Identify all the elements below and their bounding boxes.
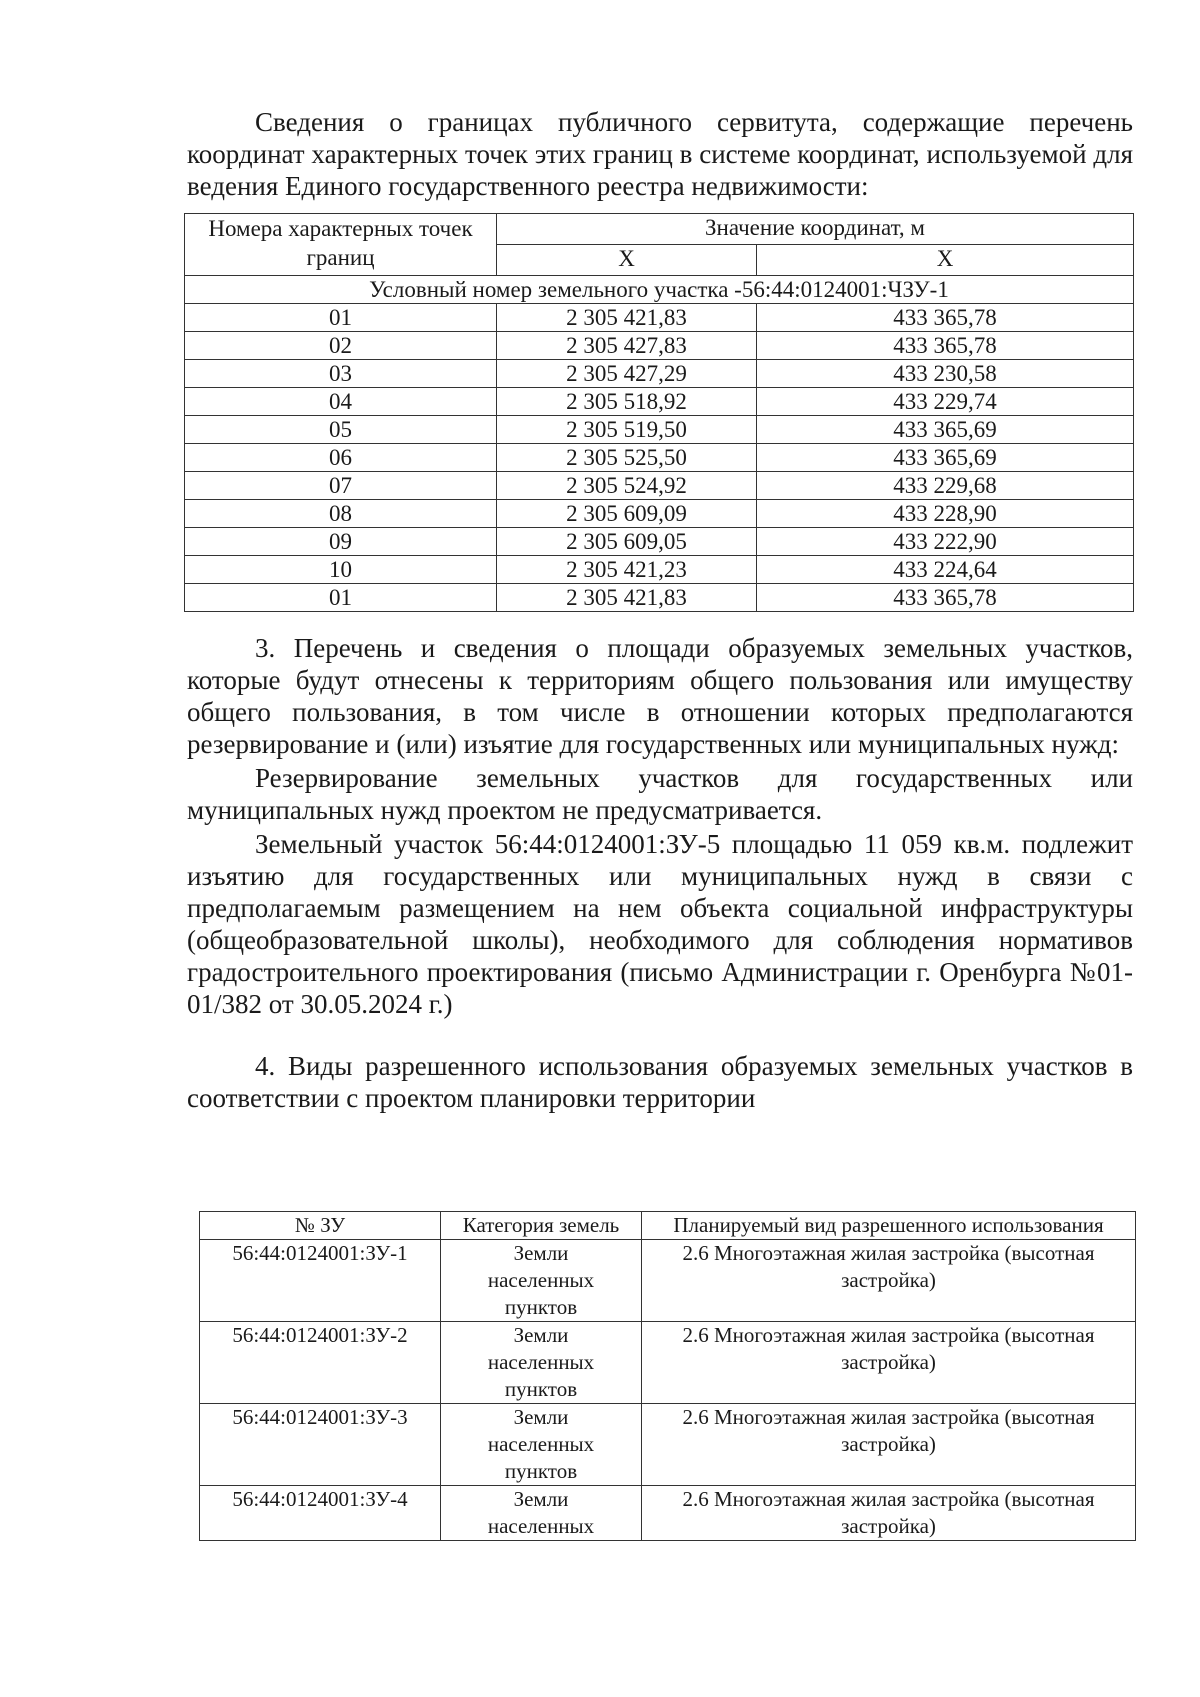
coord-y: 433 224,64 xyxy=(757,556,1134,584)
parcel-id: 56:44:0124001:ЗУ-2 xyxy=(200,1322,441,1404)
section1-intro-block xyxy=(187,106,1133,202)
coord-x: 2 305 421,83 xyxy=(497,584,757,612)
point-number: 09 xyxy=(185,528,497,556)
permitted-use: 2.6 Многоэтажная жилая застройка (высотная застройка) xyxy=(642,1322,1136,1404)
parcel-label: Условный номер земельного участка -56:44:0124001:ЧЗУ-1 xyxy=(185,276,1134,304)
section3-reservation: Резервирование земельных участков для государственных или муниципальных нужд проектом не предусматривается. xyxy=(187,763,1133,825)
point-number: 07 xyxy=(185,472,497,500)
header-points: Номера характерных точек границ xyxy=(185,214,497,276)
land-category: Земли населенных пунктов xyxy=(441,1322,642,1404)
table-row xyxy=(185,444,1134,472)
coord-y: 433 228,90 xyxy=(757,500,1134,528)
land-category: Земли населенных xyxy=(441,1486,642,1541)
point-number: 03 xyxy=(185,360,497,388)
table-row xyxy=(185,528,1134,556)
section3-seizure: Земельный участок 56:44:0124001:ЗУ-5 площадью 11 059 кв.м. подлежит изъятию для государственных или муниципальных нужд в связи с предполагаемым размещением на нем объекта социальной инфраструктуры (общеобразовательной школы), необходимого для соблюдения нормативов градостроительного проектирования (письмо Администрации г. Оренбурга №01-01/382 от 30.05.2024 г.) xyxy=(187,829,1133,1019)
table-row xyxy=(185,584,1134,612)
point-number: 01 xyxy=(185,304,497,332)
header-y: X xyxy=(757,245,1134,276)
table-row xyxy=(185,360,1134,388)
permitted-use: 2.6 Многоэтажная жилая застройка (высотная застройка) xyxy=(642,1486,1136,1541)
coordinates-table xyxy=(184,213,1134,612)
use-table xyxy=(199,1211,1136,1541)
permitted-use: 2.6 Многоэтажная жилая застройка (высотная застройка) xyxy=(642,1404,1136,1486)
point-number: 01 xyxy=(185,584,497,612)
header-x: X xyxy=(497,245,757,276)
section1-intro: Сведения о границах публичного сервитута, содержащие перечень координат характерных точек этих границ в системе координат, используемой для ведения Единого государственного реестра недвижимости: xyxy=(187,107,1133,201)
coord-y: 433 365,78 xyxy=(757,332,1134,360)
coord-x: 2 305 421,83 xyxy=(497,304,757,332)
point-number: 10 xyxy=(185,556,497,584)
header-values: Значение координат, м xyxy=(497,214,1134,245)
coord-x: 2 305 524,92 xyxy=(497,472,757,500)
section4-heading: 4. Виды разрешенного использования образуемых земельных участков в соответствии с проектом планировки территории xyxy=(187,1051,1133,1113)
coord-y: 433 365,78 xyxy=(757,304,1134,332)
header-id: № ЗУ xyxy=(200,1212,441,1240)
parcel-id: 56:44:0124001:ЗУ-3 xyxy=(200,1404,441,1486)
land-category: Земли населенных пунктов xyxy=(441,1240,642,1322)
header-category: Категория земель xyxy=(441,1212,642,1240)
land-category: Земли населенных пунктов xyxy=(441,1404,642,1486)
coord-x: 2 305 518,92 xyxy=(497,388,757,416)
section3-block xyxy=(187,632,1133,1020)
table-row xyxy=(200,1404,1136,1486)
point-number: 05 xyxy=(185,416,497,444)
permitted-use: 2.6 Многоэтажная жилая застройка (высотная застройка) xyxy=(642,1240,1136,1322)
table-row xyxy=(200,1322,1136,1404)
coord-y: 433 230,58 xyxy=(757,360,1134,388)
coord-y: 433 365,69 xyxy=(757,444,1134,472)
header-use: Планируемый вид разрешенного использования xyxy=(642,1212,1136,1240)
parcel-id: 56:44:0124001:ЗУ-4 xyxy=(200,1486,441,1541)
table-row xyxy=(185,500,1134,528)
table-row xyxy=(185,388,1134,416)
point-number: 04 xyxy=(185,388,497,416)
table-row xyxy=(185,416,1134,444)
coord-x: 2 305 525,50 xyxy=(497,444,757,472)
coord-y: 433 222,90 xyxy=(757,528,1134,556)
point-number: 02 xyxy=(185,332,497,360)
coord-x: 2 305 421,23 xyxy=(497,556,757,584)
coord-x: 2 305 427,29 xyxy=(497,360,757,388)
coord-x: 2 305 427,83 xyxy=(497,332,757,360)
section3-heading: 3. Перечень и сведения о площади образуемых земельных участков, которые будут отнесены к территориям общего пользования или имуществу общего пользования, в том числе в отношении которых предполагаются резервирование и (или) изъятие для государственных или муниципальных нужд: xyxy=(187,633,1133,759)
table-row xyxy=(200,1240,1136,1322)
point-number: 06 xyxy=(185,444,497,472)
table-row xyxy=(185,332,1134,360)
point-number: 08 xyxy=(185,500,497,528)
use-body xyxy=(200,1240,1136,1541)
table-row xyxy=(185,472,1134,500)
coord-x: 2 305 519,50 xyxy=(497,416,757,444)
table-row xyxy=(200,1486,1136,1541)
coordinates-body xyxy=(185,304,1134,612)
coord-y: 433 365,78 xyxy=(757,584,1134,612)
coord-y: 433 229,74 xyxy=(757,388,1134,416)
coord-y: 433 229,68 xyxy=(757,472,1134,500)
section4-block xyxy=(187,1050,1133,1114)
table-row xyxy=(185,304,1134,332)
coord-y: 433 365,69 xyxy=(757,416,1134,444)
parcel-id: 56:44:0124001:ЗУ-1 xyxy=(200,1240,441,1322)
coord-x: 2 305 609,09 xyxy=(497,500,757,528)
table-row xyxy=(185,556,1134,584)
coord-x: 2 305 609,05 xyxy=(497,528,757,556)
